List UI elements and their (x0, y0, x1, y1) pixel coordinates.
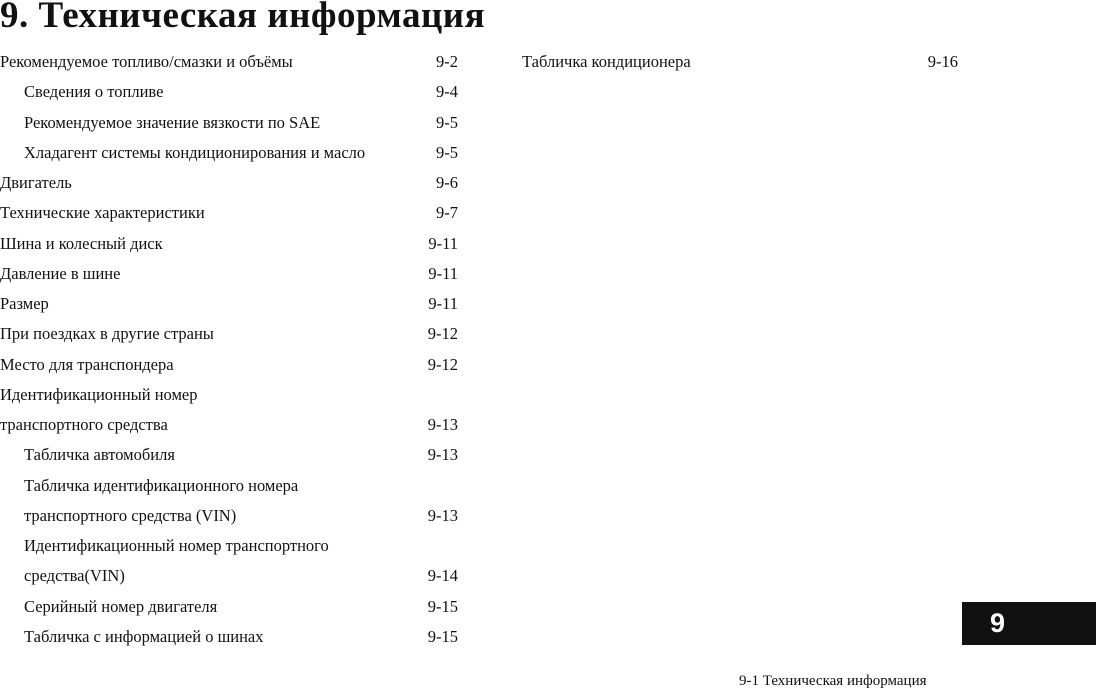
toc-entry[interactable] (0, 289, 458, 319)
toc-leader (691, 55, 928, 67)
toc-entry[interactable] (0, 531, 458, 561)
toc-entry[interactable] (0, 471, 458, 501)
toc-entry[interactable] (0, 410, 458, 440)
toc-leader (236, 509, 428, 521)
toc-entry-label: Табличка с информацией о шинах (24, 626, 264, 646)
toc-entry-label: Давление в шине (0, 263, 121, 283)
toc-entry-label: Шина и колесный диск (0, 233, 163, 253)
toc-entry[interactable] (0, 138, 458, 168)
toc-leader (217, 600, 427, 612)
toc-leader (163, 85, 436, 97)
toc-entry-label: средства(VIN) (24, 566, 125, 586)
toc-entry-label: Идентификационный номер транспортного (24, 536, 329, 555)
toc-leader (205, 206, 436, 218)
toc-leader (163, 237, 429, 249)
toc-leader (293, 55, 436, 67)
toc-leader (72, 176, 436, 188)
toc-entry[interactable] (0, 229, 458, 259)
toc-entry-label: Хладагент системы кондиционирования и масло (24, 142, 366, 162)
toc-entry-label: Рекомендуемое топливо/смазки и объёмы (0, 52, 293, 71)
toc-entry[interactable] (0, 561, 458, 591)
toc-entry[interactable] (0, 501, 458, 531)
toc-entry-page: 9-13 (427, 505, 458, 525)
toc-entry-page: 9-11 (428, 294, 458, 313)
toc-entry-label: Двигатель (0, 173, 72, 192)
toc-entry[interactable] (0, 77, 458, 107)
toc-entry[interactable] (0, 319, 458, 349)
toc-entry-page: 9-11 (428, 233, 458, 253)
toc-entry[interactable] (0, 592, 458, 622)
toc-entry-page: 9-14 (427, 566, 458, 586)
toc-entry-page: 9-4 (436, 82, 458, 102)
chapter-tab: 9 (962, 602, 1096, 645)
toc-entry[interactable] (0, 259, 458, 289)
toc-entry-page: 9-13 (427, 415, 458, 434)
toc-entry-label: Идентификационный номер (0, 384, 198, 404)
toc-entry[interactable] (522, 47, 958, 77)
toc-entry-label: транспортного средства (0, 415, 168, 434)
toc-entry[interactable] (0, 622, 458, 652)
toc-leader (168, 418, 428, 430)
toc-entry-label: Место для транспондера (0, 354, 174, 374)
toc-entry-page: 9-2 (436, 52, 458, 71)
toc-entry-page: 9-5 (436, 112, 458, 132)
toc-entry-label: Размер (0, 294, 49, 313)
toc-entry-label: Рекомендуемое значение вязкости по SAE (24, 112, 321, 132)
toc-leader (175, 448, 428, 460)
toc-leader (120, 267, 428, 279)
toc-leader (49, 297, 429, 309)
toc-entry-label: Табличка автомобиля (24, 445, 175, 465)
toc-entry-page: 9-12 (427, 354, 458, 374)
toc-entry-page: 9-16 (927, 52, 958, 71)
toc-entry-page: 9-11 (428, 263, 458, 283)
toc-entry-page: 9-15 (427, 596, 458, 616)
toc-entry-label: При поездках в другие страны (0, 324, 214, 344)
toc-leader (125, 569, 428, 581)
toc-entry-label: Табличка кондиционера (522, 52, 691, 71)
toc-right-column (522, 47, 958, 77)
toc-entry[interactable] (0, 47, 458, 77)
toc-leader (320, 116, 436, 128)
toc-entry-page: 9-5 (436, 142, 458, 162)
toc-entry[interactable] (0, 380, 458, 410)
toc-entry-page: 9-6 (436, 173, 458, 192)
toc-entry[interactable] (0, 198, 458, 228)
toc-leader (365, 146, 436, 158)
toc-entry-page: 9-13 (427, 445, 458, 465)
toc-entry-label: Сведения о топливе (24, 82, 164, 102)
toc-entry-page: 9-7 (436, 203, 458, 223)
toc-entry[interactable] (0, 168, 458, 198)
toc-entry-label: Табличка идентификационного номера (24, 475, 299, 495)
page-footer: 9-1 Техническая информация (739, 673, 927, 689)
toc-entry[interactable] (0, 350, 458, 380)
toc-entry-label: Технические характеристики (0, 203, 205, 223)
toc-leader (264, 630, 428, 642)
toc-entry-label: транспортного средства (VIN) (24, 505, 237, 525)
page-title: 9. Техническая информация (0, 0, 486, 36)
toc-entry-page: 9-12 (427, 324, 458, 344)
toc-leader (214, 327, 428, 339)
toc-entry[interactable] (0, 440, 458, 470)
toc-entry-label: Серийный номер двигателя (24, 596, 218, 616)
toc-left-column (0, 47, 458, 652)
toc-entry-page: 9-15 (427, 626, 458, 646)
toc-leader (174, 358, 428, 370)
toc-entry[interactable] (0, 108, 458, 138)
